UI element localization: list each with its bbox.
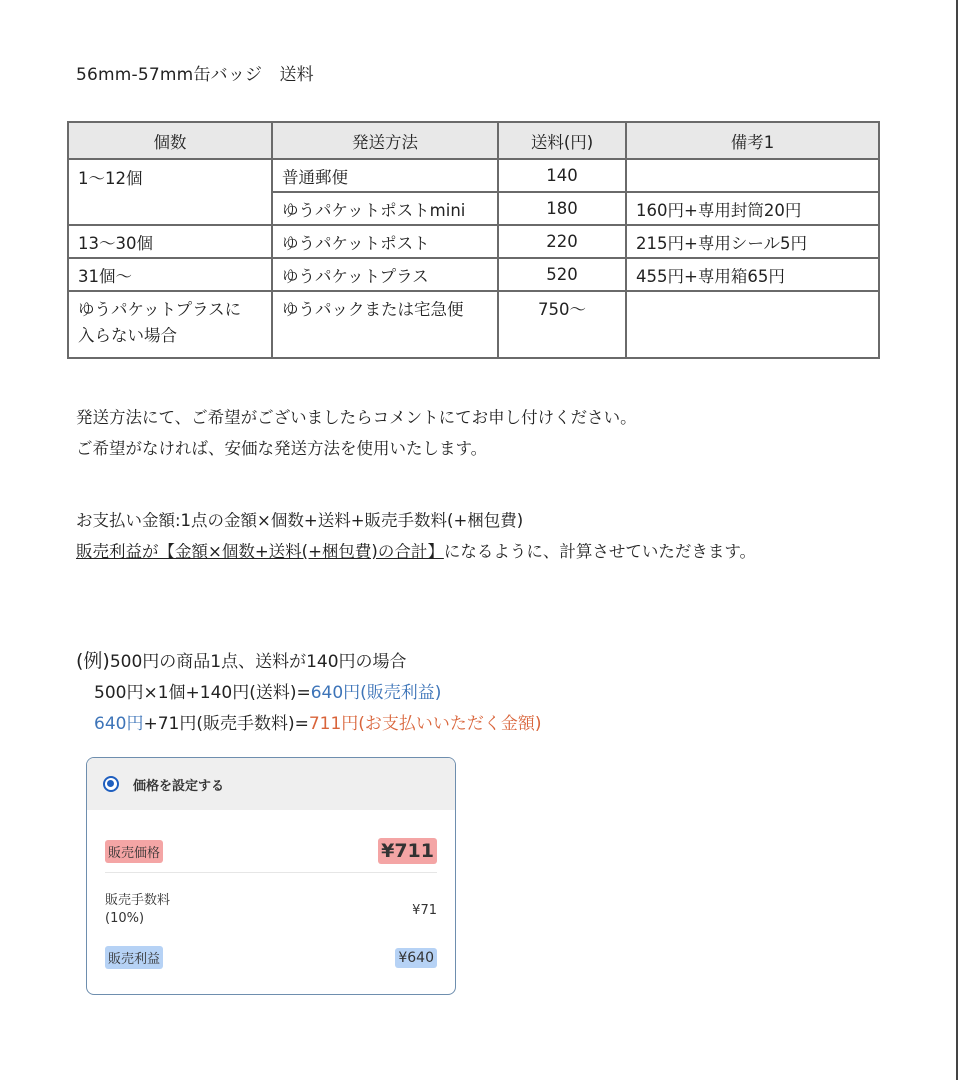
header-count: 個数	[68, 122, 272, 159]
payment-formula	[76, 505, 756, 567]
profit-label: 販売利益	[105, 946, 163, 969]
table-header-row	[68, 122, 879, 159]
example-section	[76, 646, 542, 740]
example-calc-2	[76, 709, 542, 740]
calc1-profit: 640円(販売利益)	[310, 683, 442, 703]
payment-line-1: お支払い金額:1点の金額×個数+送料+販売手数料(+梱包費)	[76, 511, 524, 530]
cell-note: 455円+専用箱65円	[626, 258, 879, 291]
page-edge-border	[956, 0, 958, 1080]
price-setting-option[interactable]	[87, 758, 455, 810]
cell-count-line1: ゆうパケットプラスに	[78, 300, 242, 319]
cell-count: 1〜12個	[68, 159, 272, 225]
cell-note: 215円+専用シール5円	[626, 225, 879, 258]
cell-fee: 140	[498, 159, 626, 192]
table-row	[68, 291, 879, 358]
cell-note: 160円+専用封筒20円	[626, 192, 879, 225]
radio-selected-icon[interactable]	[103, 776, 119, 792]
cell-method: ゆうパケットポスト	[272, 225, 498, 258]
note-line-1: 発送方法にて、ご希望がございましたらコメントにてお申し付けください。	[76, 408, 637, 427]
table-row	[68, 225, 879, 258]
fee-label-line2: (10%)	[105, 911, 145, 926]
cell-method: ゆうパケットプラス	[272, 258, 498, 291]
fee-row	[105, 892, 437, 928]
cell-count: 13〜30個	[68, 225, 272, 258]
profit-row	[105, 946, 437, 969]
page-title: 56mm-57mm缶バッジ 送料	[76, 65, 314, 85]
radio-label: 価格を設定する	[133, 778, 225, 794]
cell-fee: 750〜	[498, 291, 626, 358]
cell-note	[626, 291, 879, 358]
cell-method: ゆうパケットポストmini	[272, 192, 498, 225]
cell-method: ゆうパックまたは宅急便	[272, 291, 498, 358]
cell-method: 普通郵便	[272, 159, 498, 192]
card-divider	[105, 872, 437, 873]
cell-count	[68, 291, 272, 358]
shipping-table	[67, 121, 880, 359]
calc2-payment: 711円(お支払いいただく金額)	[308, 714, 542, 734]
sale-price-value: ¥711	[378, 838, 437, 864]
sale-price-row	[105, 838, 437, 864]
sale-price-label: 販売価格	[105, 840, 163, 863]
calc2-profit: 640円	[94, 714, 144, 734]
calc2-plain: +71円(販売手数料)=	[143, 714, 309, 734]
fee-label-line1: 販売手数料	[105, 893, 171, 908]
payment-line-2-rest: になるように、計算させていただきます。	[443, 542, 757, 561]
example-paren: (例)	[76, 650, 110, 672]
payment-line-2-underlined: 販売利益が【金額×個数+送料(+梱包費)の合計】	[76, 542, 444, 561]
cell-count: 31個〜	[68, 258, 272, 291]
table-row	[68, 159, 879, 192]
shipping-notes	[76, 402, 637, 464]
cell-count-line2: 入らない場合	[78, 326, 177, 345]
cell-fee: 220	[498, 225, 626, 258]
fee-label	[105, 892, 170, 928]
table-row	[68, 258, 879, 291]
header-fee: 送料(円)	[498, 122, 626, 159]
header-note: 備考1	[626, 122, 879, 159]
price-setting-card	[86, 757, 456, 995]
payment-line-2	[76, 536, 756, 567]
cell-fee: 180	[498, 192, 626, 225]
cell-fee: 520	[498, 258, 626, 291]
profit-value: ¥640	[395, 948, 437, 968]
cell-note	[626, 159, 879, 192]
note-line-2: ご希望がなければ、安価な発送方法を使用いたします。	[76, 439, 488, 458]
fee-value: ¥71	[412, 902, 437, 918]
example-calc-1	[76, 678, 542, 709]
example-heading	[76, 646, 542, 678]
header-method: 発送方法	[272, 122, 498, 159]
calc1-plain: 500円×1個+140円(送料)=	[94, 683, 311, 703]
example-heading-text: 500円の商品1点、送料が140円の場合	[109, 652, 407, 672]
